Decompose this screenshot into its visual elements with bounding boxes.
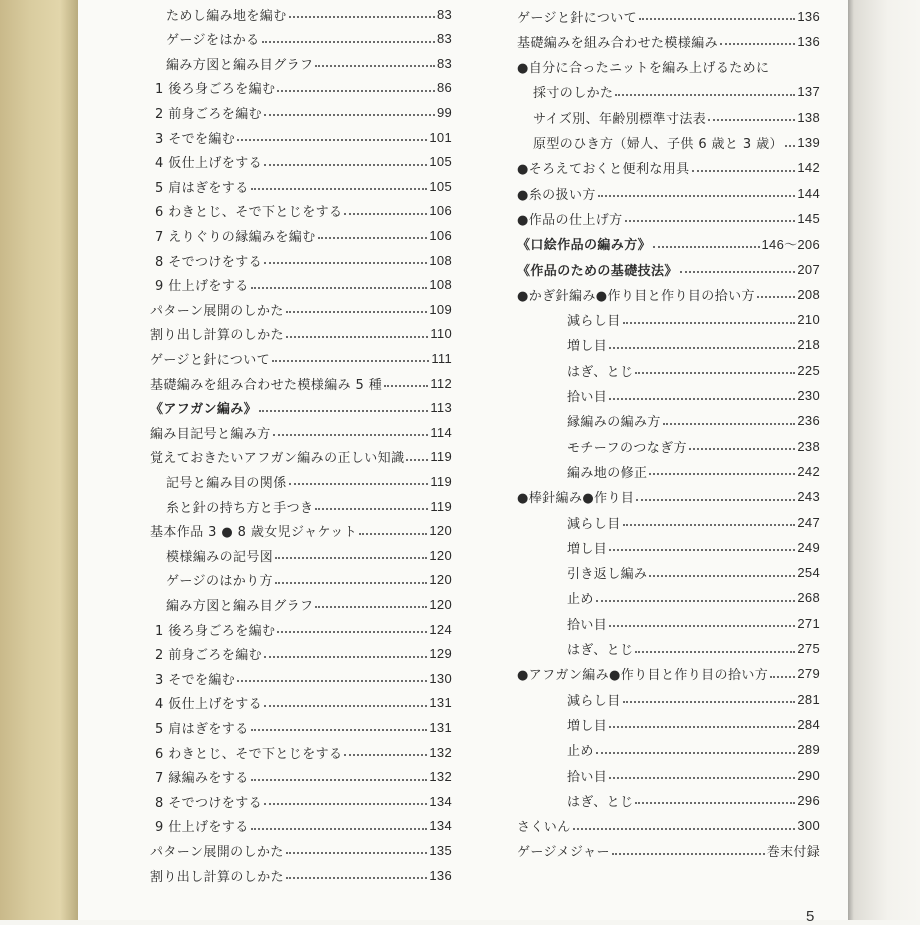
dot-leader	[237, 666, 427, 682]
dot-leader	[275, 568, 427, 584]
toc-entry	[567, 612, 820, 634]
toc-entry	[517, 663, 820, 685]
toc-page-number: 119	[430, 449, 452, 465]
toc-entry	[155, 274, 452, 296]
toc-entry	[567, 435, 820, 457]
page-number: 5	[806, 908, 815, 925]
dot-leader	[286, 322, 428, 338]
toc-entry	[517, 207, 820, 229]
toc-page-number: 106	[429, 203, 452, 219]
toc-entry-title: 1 後ろ身ごろを編む	[155, 82, 276, 98]
dot-leader	[623, 510, 796, 526]
toc-entry-title: ●棒針編み●作り目	[517, 491, 635, 507]
dot-leader	[318, 223, 428, 239]
toc-page-number: 131	[429, 695, 452, 711]
toc-entry-title: 止め	[567, 744, 594, 760]
toc-page-number: 119	[430, 498, 452, 514]
toc-entry	[155, 224, 452, 246]
toc-page-number: 218	[797, 337, 820, 353]
toc-entry	[166, 52, 452, 74]
toc-entry-title: 編み地の修正	[567, 465, 648, 481]
toc-entry	[155, 175, 452, 197]
toc-entry-title: ゲージをはかる	[166, 33, 260, 49]
dot-leader	[649, 561, 795, 577]
toc-page-number: 130	[429, 670, 452, 686]
toc-entry	[155, 249, 452, 271]
toc-entry	[517, 157, 820, 179]
toc-entry-title: 5 肩はぎをする	[155, 180, 249, 196]
toc-entry	[155, 766, 452, 788]
toc-page-number: 139	[797, 135, 820, 150]
toc-entry	[155, 643, 452, 665]
toc-entry	[517, 56, 820, 78]
toc-page-number: 242	[797, 463, 820, 479]
toc-entry	[155, 77, 452, 99]
dot-leader	[344, 740, 427, 756]
toc-page-number: 119	[430, 473, 452, 489]
toc-entry	[155, 618, 452, 640]
toc-page-number: 142	[797, 160, 820, 176]
toc-entry-title: 6 わきとじ、そで下とじをする	[155, 205, 343, 221]
toc-entry-title: ゲージのはかり方	[166, 574, 273, 590]
toc-page-number: 105	[429, 154, 452, 170]
toc-entry	[517, 486, 820, 508]
toc-entry-title: 8 そでつけをする	[155, 795, 263, 811]
toc-entry	[567, 536, 820, 558]
toc-entry-title: 拾い目	[567, 769, 608, 785]
toc-entry	[517, 283, 820, 305]
toc-page-number: 124	[429, 621, 452, 637]
toc-entry-title: ゲージと針について	[150, 352, 271, 368]
toc-entry-title: 減らし目	[567, 314, 621, 330]
toc-entry	[567, 713, 820, 735]
toc-entry-title: 9 仕上げをする	[155, 279, 249, 295]
toc-entry-title: はぎ、とじ	[567, 643, 634, 658]
toc-page-number: 210	[797, 312, 820, 328]
toc-page-number: 120	[429, 572, 452, 588]
dot-leader	[649, 459, 795, 475]
toc-entry-title: ●アフガン編み●作り目と作り目の拾い方	[517, 668, 769, 684]
toc-page-number: 113	[430, 400, 452, 416]
toc-entry-title: 8 そでつけをする	[155, 254, 263, 270]
dot-leader	[609, 763, 795, 779]
toc-entry-title: ゲージメジャー	[517, 845, 610, 861]
toc-entry-title: 覚えておきたいアフガン編みの正しい知識	[150, 451, 405, 467]
toc-entry	[567, 789, 820, 811]
toc-page-number: 144	[797, 185, 820, 201]
toc-page-number: 136	[797, 33, 820, 49]
toc-page-number: 243	[797, 489, 820, 505]
toc-entry-title: 止め	[567, 592, 594, 608]
toc-entry-title: ●かぎ針編み●作り目と作り目の拾い方	[517, 288, 755, 304]
dot-leader	[596, 586, 796, 602]
toc-page-number: 134	[429, 793, 452, 809]
dot-leader	[785, 131, 796, 147]
dot-leader	[609, 611, 795, 627]
dot-leader	[264, 150, 427, 166]
toc-entry-title: 基礎編みを組み合わせた模様編み 5 種	[150, 377, 383, 393]
toc-page-number: 129	[429, 646, 452, 662]
toc-page-number: 131	[429, 719, 452, 735]
dot-leader	[344, 199, 427, 215]
toc-entry-title: 割り出し計算のしかた	[150, 869, 285, 885]
dot-leader	[286, 863, 427, 879]
toc-entry	[150, 421, 452, 443]
dot-leader	[275, 543, 427, 559]
toc-entry-title: ●糸の扱い方	[517, 187, 596, 203]
toc-page-number: 105	[429, 178, 452, 194]
toc-entry	[567, 334, 820, 356]
toc-page-number: 296	[797, 792, 820, 808]
toc-page-number: 巻末付録	[766, 844, 820, 860]
toc-entry-title: パターン展開のしかた	[150, 844, 284, 860]
toc-entry-title: ゲージと針について	[517, 10, 638, 26]
toc-page-number: 99	[436, 104, 452, 120]
toc-entry	[155, 741, 452, 763]
toc-entry-title: 基礎編みを組み合わせた模様編み	[517, 35, 719, 51]
dot-leader	[770, 662, 795, 678]
toc-entry	[567, 587, 820, 609]
dot-leader	[237, 125, 427, 141]
toc-entry-title: 引き返し編み	[567, 567, 648, 583]
toc-entry	[517, 840, 820, 862]
toc-page-number: 86	[436, 80, 452, 96]
dot-leader	[286, 297, 428, 313]
toc-entry	[166, 3, 452, 25]
toc-page-number: 207	[797, 261, 820, 277]
toc-entry-title: 3 そでを編む	[155, 131, 236, 147]
toc-page-number: 275	[797, 641, 820, 656]
dot-leader	[264, 248, 427, 264]
dot-leader	[315, 494, 428, 510]
toc-page-number: 290	[797, 767, 820, 783]
dot-leader	[272, 346, 429, 362]
dot-leader	[264, 789, 427, 805]
toc-entry-title: さくいん	[517, 820, 571, 836]
toc-entry	[166, 544, 452, 566]
toc-page-number: 120	[429, 596, 452, 612]
toc-entry-title: 基本作品 3 ● 8 歳女児ジャケット	[150, 525, 358, 541]
toc-entry	[150, 298, 452, 320]
toc-entry-title: 2 前身ごろを編む	[155, 106, 263, 122]
toc-entry-title: 6 わきとじ、そで下とじをする	[155, 746, 343, 762]
toc-entry-title: 拾い目	[567, 617, 608, 633]
toc-page-number: 268	[797, 590, 820, 606]
dot-leader	[609, 384, 795, 400]
toc-entry	[150, 347, 452, 369]
toc-entry	[517, 233, 820, 255]
toc-entry-title: 3 そでを編む	[155, 672, 236, 688]
toc-entry	[155, 667, 452, 689]
dot-leader	[689, 434, 795, 450]
toc-entry	[155, 716, 452, 738]
toc-page-number: 134	[429, 818, 452, 834]
dot-leader	[612, 839, 765, 855]
dot-leader	[720, 29, 795, 45]
toc-entry-title: 7 縁編みをする	[155, 771, 249, 787]
toc-page-number: 137	[797, 84, 820, 100]
toc-entry-title: ●そろえておくと便利な用具	[517, 162, 690, 178]
toc-entry-title: 4 仮仕上げをする	[155, 697, 263, 713]
toc-page-number: 136	[797, 8, 820, 24]
toc-entry-title: ●自分に合ったニットを編み上げるために	[517, 61, 770, 77]
toc-page-number: 111	[431, 350, 452, 366]
toc-entry	[533, 132, 820, 154]
dot-leader	[264, 100, 435, 116]
toc-page-number: 120	[429, 523, 452, 539]
toc-entry-title: 9 仕上げをする	[155, 820, 249, 836]
toc-entry-title: 1 後ろ身ごろを編む	[155, 623, 276, 639]
dot-leader	[623, 687, 796, 703]
toc-entry	[155, 126, 452, 148]
toc-page-number: 289	[797, 742, 820, 758]
toc-entry-title: 編み方図と編み目グラフ	[166, 598, 314, 614]
toc-entry	[155, 101, 452, 123]
toc-entry	[166, 470, 452, 492]
toc-entry	[155, 815, 452, 837]
dot-leader	[384, 371, 428, 387]
toc-entry-title: 原型のひき方（婦人、子供 6 歳と 3 歳）	[533, 137, 783, 152]
toc-entry-title: 糸と針の持ち方と手つき	[166, 500, 314, 516]
dot-leader	[615, 80, 795, 96]
toc-entry-title: 減らし目	[567, 516, 621, 532]
dot-leader	[635, 358, 795, 374]
dot-leader	[286, 838, 428, 854]
toc-entry-title: 採寸のしかた	[533, 86, 614, 102]
dot-leader	[692, 156, 796, 172]
page-edge-shadow	[848, 0, 920, 920]
dot-leader	[680, 257, 796, 273]
dot-leader	[635, 637, 795, 653]
toc-entry	[150, 839, 452, 861]
toc-entry-title: モチーフのつなぎ方	[567, 440, 687, 456]
toc-entry-title: 模様編みの記号図	[166, 549, 274, 565]
dot-leader	[653, 232, 760, 248]
toc-entry	[166, 569, 452, 591]
toc-page-number: 112	[430, 375, 452, 391]
toc-entry	[533, 106, 820, 128]
toc-entry	[517, 258, 820, 280]
toc-entry	[567, 410, 820, 432]
toc-entry	[150, 323, 452, 345]
toc-page-number: 138	[797, 109, 820, 125]
toc-entry-title: はぎ、とじ	[567, 364, 634, 380]
dot-leader	[259, 396, 428, 412]
dot-leader	[573, 814, 796, 830]
toc-entry-title: 縁編みの編み方	[567, 415, 661, 431]
toc-page-number: 279	[797, 666, 820, 682]
toc-entry	[517, 815, 820, 837]
dot-leader	[251, 715, 428, 731]
dot-leader	[251, 174, 428, 190]
toc-page-number: 247	[797, 514, 820, 530]
toc-entry	[567, 739, 820, 761]
dot-leader	[251, 273, 428, 289]
toc-page-number: 249	[797, 539, 820, 555]
toc-entry-title: 《作品のための基礎技法》	[517, 263, 678, 279]
dot-leader	[251, 814, 428, 830]
toc-entry-title: 4 仮仕上げをする	[155, 156, 263, 172]
dot-leader	[639, 4, 795, 20]
toc-page-number: 132	[429, 769, 452, 785]
toc-page-number: 106	[429, 227, 452, 243]
dot-leader	[273, 420, 429, 436]
dot-leader	[277, 76, 435, 92]
toc-page-number: 101	[429, 129, 452, 145]
toc-entry-title: 《アフガン編み》	[150, 402, 258, 418]
dot-leader	[636, 485, 795, 501]
toc-page-number: 83	[436, 6, 452, 22]
toc-entry-title: ためし編み地を編む	[166, 8, 287, 24]
toc-page-number: 225	[797, 362, 820, 378]
toc-page-number: 284	[797, 716, 820, 732]
toc-entry-title: 5 肩はぎをする	[155, 721, 249, 737]
toc-entry	[567, 638, 820, 660]
toc-entry-title: 増し目	[567, 718, 608, 734]
toc-entry	[155, 200, 452, 222]
toc-entry-title: 2 前身ごろを編む	[155, 648, 263, 664]
toc-entry-title: 編み方図と編み目グラフ	[166, 57, 314, 73]
dot-leader	[757, 282, 796, 298]
toc-page-number: 132	[429, 744, 452, 760]
toc-entry	[567, 688, 820, 710]
toc-entry	[155, 151, 452, 173]
dot-leader	[623, 308, 796, 324]
toc-entry-title: 7 えりぐりの縁編みを編む	[155, 229, 316, 245]
toc-page-number: 254	[797, 565, 820, 581]
dot-leader	[609, 535, 795, 551]
toc-entry	[567, 359, 820, 381]
dot-leader	[663, 409, 796, 425]
toc-page-number: 83	[436, 55, 452, 71]
toc-entry	[567, 562, 820, 584]
toc-entry	[517, 5, 820, 27]
toc-entry	[155, 790, 452, 812]
toc-entry	[166, 593, 452, 615]
toc-page-number: 109	[429, 301, 452, 317]
toc-entry-title: 減らし目	[567, 693, 621, 709]
dot-leader	[708, 105, 795, 121]
toc-page-number: 236	[797, 413, 820, 429]
toc-entry-title: 増し目	[567, 339, 608, 355]
dot-leader	[277, 617, 427, 633]
dot-leader	[596, 738, 796, 754]
toc-entry-title: パターン展開のしかた	[150, 303, 284, 319]
toc-entry	[567, 309, 820, 331]
toc-entry-title: 割り出し計算のしかた	[150, 328, 285, 344]
toc-entry	[150, 864, 452, 886]
toc-entry	[155, 692, 452, 714]
dot-leader	[315, 592, 427, 608]
dot-leader	[625, 206, 796, 222]
toc-page-number: 83	[436, 31, 452, 47]
toc-page-number: 136	[429, 867, 452, 883]
dot-leader	[609, 712, 795, 728]
toc-entry-title: サイズ別、年齢別標準寸法表	[533, 111, 707, 127]
toc-entry	[567, 764, 820, 786]
toc-page-number: 208	[797, 286, 820, 302]
book-spine-edge	[0, 0, 78, 920]
toc-entry	[567, 385, 820, 407]
toc-entry	[150, 520, 452, 542]
dot-leader	[264, 691, 427, 707]
toc-page-number: 281	[797, 691, 820, 707]
toc-page-number: 146～206	[761, 237, 820, 253]
toc-page-number: 300	[797, 818, 820, 834]
toc-entry-title: 拾い目	[567, 390, 608, 405]
dot-leader	[262, 27, 435, 43]
toc-entry	[166, 495, 452, 517]
toc-page-number: 108	[429, 277, 452, 293]
toc-page-number: 114	[430, 424, 452, 440]
toc-entry	[150, 446, 452, 468]
dot-leader	[598, 181, 796, 197]
dot-leader	[315, 51, 435, 67]
toc-entry	[166, 28, 452, 50]
toc-page-number: 110	[430, 326, 452, 342]
toc-entry-title: ●作品の仕上げ方	[517, 212, 623, 228]
dot-leader	[609, 333, 795, 349]
dot-leader	[289, 469, 429, 485]
dot-leader	[264, 642, 427, 658]
toc-entry-title: 記号と編み目の関係	[166, 475, 287, 491]
toc-entry-title: はぎ、とじ	[567, 794, 634, 810]
toc-entry	[150, 372, 452, 394]
toc-entry	[150, 397, 452, 419]
toc-entry-title: 増し目	[567, 541, 608, 557]
toc-entry	[517, 30, 820, 52]
toc-page-number: 135	[429, 842, 452, 858]
toc-entry	[567, 511, 820, 533]
dot-leader	[635, 788, 795, 804]
toc-page-number: 238	[797, 438, 820, 454]
toc-entry	[517, 182, 820, 204]
toc-page-number: 230	[797, 388, 820, 403]
toc-entry-title: 編み目記号と編み方	[150, 426, 271, 442]
toc-page-number: 145	[797, 210, 820, 226]
dot-leader	[406, 445, 428, 461]
dot-leader	[251, 765, 428, 781]
toc-page-number: 271	[797, 615, 820, 631]
dot-leader	[289, 2, 435, 18]
toc-page-number: 120	[429, 547, 452, 563]
toc-entry	[533, 81, 820, 103]
toc-entry-title: 《口絵作品の編み方》	[517, 238, 652, 254]
toc-entry	[567, 460, 820, 482]
dot-leader	[359, 519, 427, 535]
toc-page-number: 108	[429, 252, 452, 268]
